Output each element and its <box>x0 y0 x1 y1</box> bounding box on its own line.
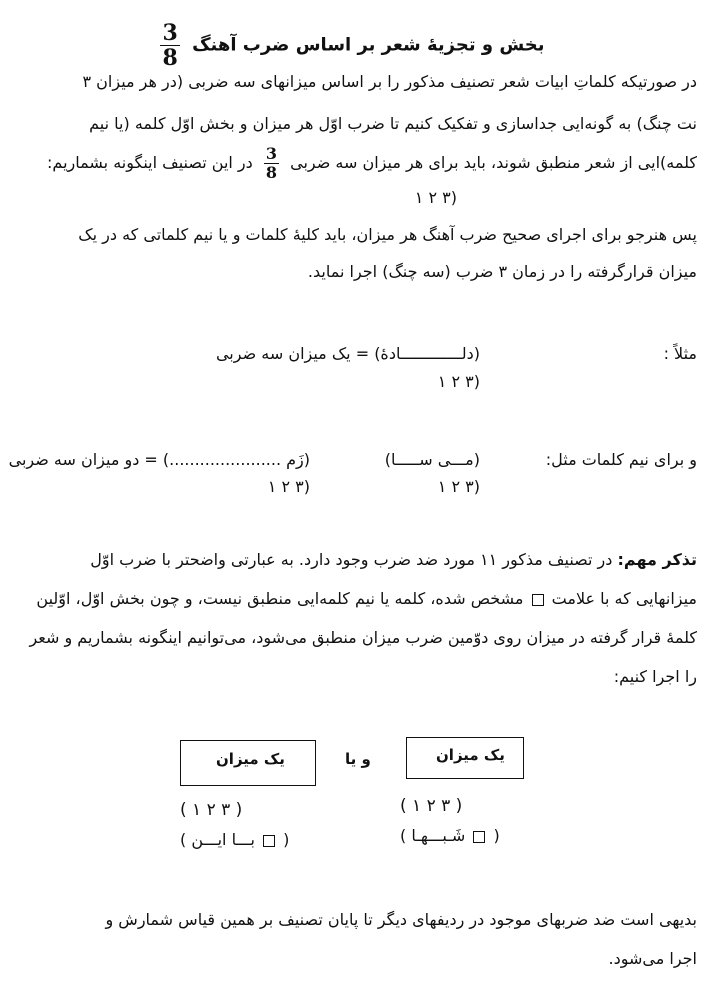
para2-line1: پس هنرجو برای اجرای صحیح ضرب آهنگ هر میزان، باید کلیهٔ کلمات و یا نیم کلماتی که در یک <box>78 225 697 244</box>
left-word-text: بـــا ایـــن <box>191 830 255 849</box>
para2-line2: میزان قرارگرفته را در زمان ۳ ضرب (سه چنگ) اجرا نماید. <box>307 262 697 281</box>
example2-word1: (مـــی ســـــا) <box>384 450 480 469</box>
para1-line3-a: کلمه)ایی از شعر منطبق شوند، باید برای هر میزان سه ضربی <box>290 153 697 172</box>
closing-line2: اجرا می‌شود. <box>608 949 697 968</box>
note-line2-b: مشخص شده، کلمه یا نیم کلمه‌ایی منطبق نیست، و چون بخش اوّل، اوّلین <box>36 589 524 608</box>
square-mark-icon <box>263 835 275 847</box>
measure-box-left-label: یک میزان <box>216 750 285 768</box>
right-word-text: شَـبـــهـا <box>411 826 466 845</box>
diagram-or: و یا <box>345 750 371 768</box>
note-line4: را اجرا کنیم: <box>613 667 697 686</box>
para1-line3 <box>47 146 697 181</box>
closing-line1: بدیهی است ضد ضربهای موجود در ردیفهای دیگر تا پایان تصنیف بر همین قیاس شمارش و <box>105 910 697 929</box>
example2-word2: (زَم ......................) = دو میزان سه ضربی <box>8 450 310 469</box>
page-title <box>0 22 705 69</box>
note-line1 <box>90 550 697 569</box>
note-line2-a: میزانهایی که با علامت <box>551 589 697 608</box>
para1-counts: (۳ ۲ ۱ <box>414 188 457 207</box>
example2-counts1: (۳ ۲ ۱ <box>437 477 480 496</box>
square-mark-icon <box>532 594 544 606</box>
example2-counts2: (۳ ۲ ۱ <box>267 477 310 496</box>
note-line2 <box>36 589 697 608</box>
measure-box-right-label: یک میزان <box>436 746 505 764</box>
para1-line2: نت چنگ) به گونه‌ایی جداسازی و تفکیک کنیم تا ضرب اوّل هر میزان و بخش اوّل کلمه (یا نیم <box>89 114 697 133</box>
left-word: ( بـــا ایـــن ) <box>180 830 290 849</box>
square-mark-icon <box>473 831 485 843</box>
example2-label: و برای نیم کلمات مثل: <box>545 450 697 469</box>
para1-line3-b: در این تصنیف اینگونه بشماریم: <box>47 153 253 172</box>
left-counts: ( ۳ ۲ ۱ ) <box>180 800 243 820</box>
note-line1-rest: در تصنیف مذکور ۱۱ مورد ضد ضرب وجود دارد. به عبارتی واضحتر با ضرب اوّل <box>90 550 613 569</box>
example1-label: مثلاً : <box>663 344 697 363</box>
example1-word: (دلـــــــــــــادهٔ) = یک میزان سه ضربی <box>215 344 480 363</box>
title-text: بخش و تجزیهٔ شعر بر اساس ضرب آهنگ <box>192 34 545 56</box>
title-fraction: $\frac{3}{8}$ <box>162 20 178 71</box>
note-heading: تذکر مهم: <box>617 550 697 569</box>
right-word: ( شَـبـــهـا ) <box>400 826 500 845</box>
example1-counts: (۳ ۲ ۱ <box>437 372 480 391</box>
para1-fraction: $\frac{3}{8}$ <box>265 144 278 182</box>
right-counts: ( ۳ ۲ ۱ ) <box>400 796 463 816</box>
note-line3: کلمهٔ قرار گرفته در میزان روی دوّمین ضرب میزان منطبق می‌شود، می‌توانیم اینگونه بشماریم و شعر <box>29 628 697 647</box>
para1-line1: در صورتیکه کلماتِ ابیات شعر تصنیف مذکور را بر اساس میزانهای سه ضربی (در هر میزان ۳ <box>82 72 697 91</box>
